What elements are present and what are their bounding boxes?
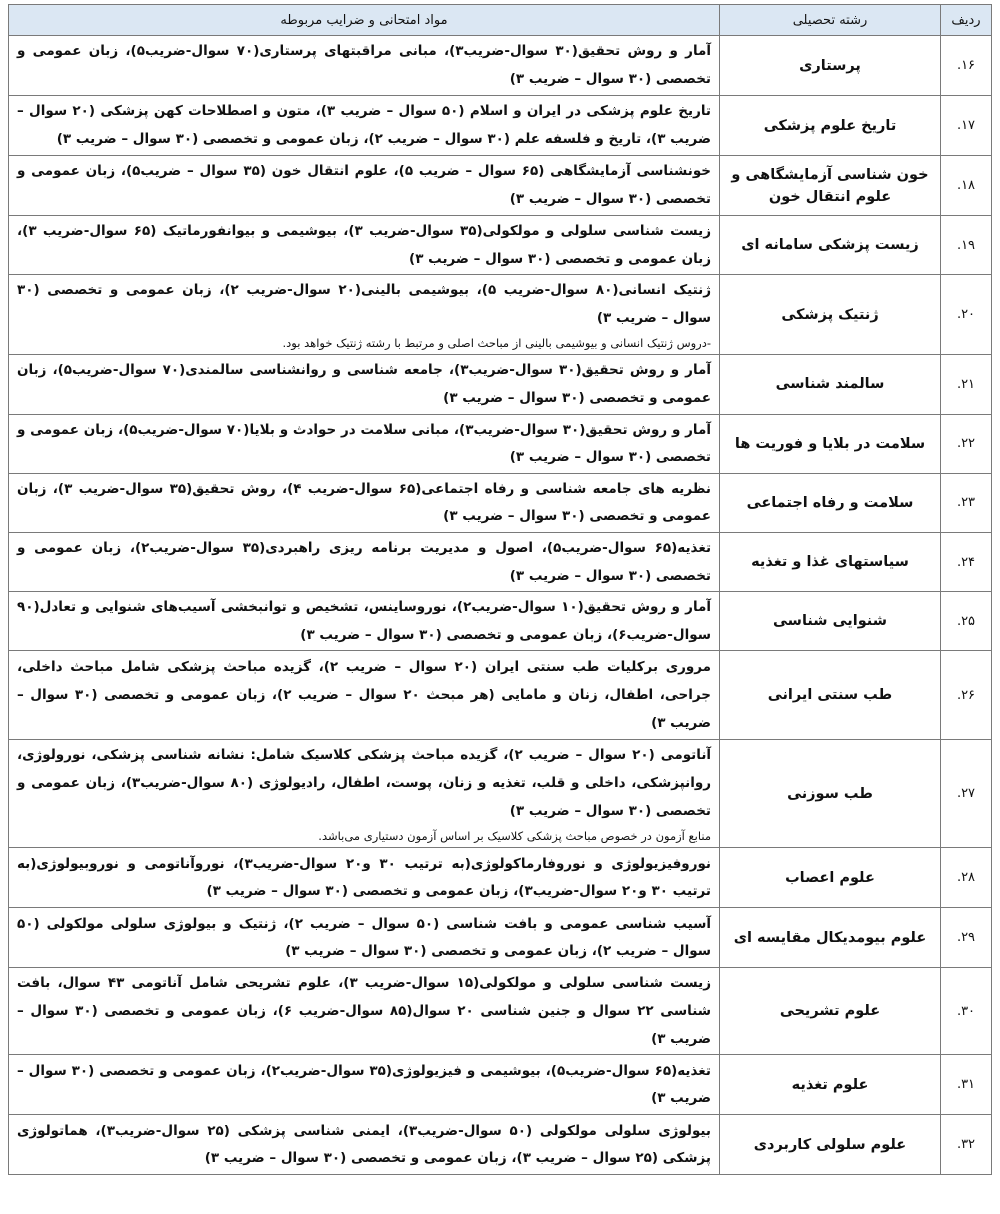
row-subjects-cell [9,414,720,473]
row-index: ۲۶. [941,651,992,740]
row-subjects-cell [9,532,720,591]
row-index: ۱۹. [941,216,992,275]
row-field-name: تاریخ علوم پزشکی [720,96,941,156]
table-row [9,908,992,968]
table-row [9,1055,992,1115]
row-index: ۲۳. [941,473,992,532]
row-subjects-cell [9,275,720,355]
row-field-name: سلامت و رفاه اجتماعی [720,473,941,532]
row-field-name: سلامت در بلایا و فوریت ها [720,414,941,473]
row-subjects-note: -دروس ژنتیک انسانی و بیوشیمی بالینی از مباحث اصلی و مرتبط با رشته ژنتیک خواهد بود. [282,336,711,351]
row-subjects-cell [9,740,720,848]
row-subjects-cell [9,592,720,651]
table-row [9,848,992,908]
row-index: ۲۸. [941,848,992,908]
table-body [9,36,992,1175]
table-row [9,36,992,96]
row-subjects-text: تغذیه(۶۵ سوال-ضریب۵)، بیوشیمی و فیزیولوژی(۳۵ سوال-ضریب۲)، زبان عمومی و تخصصی (۳۰ سوال – ضریب ۳) [17,1062,711,1107]
row-subjects-cell [9,1055,720,1115]
table-row [9,96,992,156]
row-subjects-cell [9,651,720,740]
row-index: ۲۹. [941,908,992,968]
row-field-name: سالمند شناسی [720,355,941,414]
row-field-name: پرستاری [720,36,941,96]
row-subjects-text: تغذیه(۶۵ سوال-ضریب۵)، اصول و مدیریت برنامه ریزی راهبردی(۳۵ سوال-ضریب۲)، زبان عمومی و تخصصی (۳۰ سوال – ضریب ۳) [17,539,712,584]
row-field-name: سیاستهای غذا و تغذیه [720,532,941,591]
table-header-row [9,5,992,36]
table-row [9,156,992,216]
table-row [9,1115,992,1175]
row-index: ۳۱. [941,1055,992,1115]
row-subjects-cell [9,156,720,216]
table-row [9,740,992,848]
row-subjects-text: نظریه های جامعه شناسی و رفاه اجتماعی(۶۵ سوال-ضریب ۴)، روش تحقیق(۳۵ سوال-ضریب ۳)، زبان عمومی و تخصصی (۳۰ سوال – ضریب ۳) [17,480,711,525]
table-row [9,473,992,532]
row-subjects-text: ژنتیک انسانی(۸۰ سوال-ضریب ۵)، بیوشیمی بالینی(۲۰ سوال-ضریب ۲)، زبان عمومی و تخصصی (۳۰ سوال – ضریب ۳) [17,282,712,326]
row-subjects-cell [9,908,720,968]
row-field-name: ژنتیک پزشکی [720,275,941,355]
row-subjects-text: بیولوژی سلولی مولکولی (۵۰ سوال-ضریب۳)، ایمنی شناسی پزشکی (۲۵ سوال-ضریب۳)، هماتولوژی پزشکی (۲۵ سوال – ضریب ۳)، زبان عمومی و تخصصی (۳۰ سوال – ضریب ۳) [17,1122,711,1167]
row-subjects-text: آسیب شناسی عمومی و بافت شناسی (۵۰ سوال – ضریب ۲)، ژنتیک و بیولوژی سلولی مولکولی (۵۰ سوال – ضریب ۲)، زبان عمومی و تخصصی (۳۰ سوال – ضریب ۳) [17,915,711,960]
row-index: ۲۰. [941,275,992,355]
exam-subjects-table [8,4,992,1175]
header-index: ردیف [941,5,992,36]
row-subjects-text: زیست شناسی سلولی و مولکولی(۱۵ سوال-ضریب ۳)، علوم تشریحی شامل آناتومی ۴۳ سوال، بافت شناسی ۲۲ سوال و جنین شناسی ۲۰ سوال(۸۵ سوال-ضریب ۶)، زبان عمومی و تخصصی (۳۰ سوال – ضریب ۳) [17,975,712,1047]
row-subjects-cell [9,1115,720,1175]
row-subjects-text: مروری برکلیات طب سنتی ایران (۲۰ سوال – ضریب ۲)، گزیده مباحث پزشکی شامل مباحث داخلی، جراحی، اطفال، زنان و مامایی (هر مبحث ۲۰ سوال – ضریب ۲)، زبان عمومی و تخصصی (۳۰ سوال – ضریب ۳) [17,659,711,731]
row-subjects-note: منابع آزمون در خصوص مباحث پزشکی کلاسیک بر اساس آزمون دستیاری می‌باشد. [318,829,711,844]
row-index: ۱۸. [941,156,992,216]
row-index: ۳۰. [941,968,992,1055]
header-subjects: مواد امتحانی و ضرایب مربوطه [9,5,720,36]
exam-subjects-table-container [8,4,992,1175]
table-row [9,355,992,414]
row-field-name: علوم تغذیه [720,1055,941,1115]
table-row [9,651,992,740]
row-subjects-text: تاریخ علوم پزشکی در ایران و اسلام (۵۰ سوال – ضریب ۳)، متون و اصطلاحات کهن پزشکی (۲۰ سوال – ضریب ۳)، تاریخ و فلسفه علم (۳۰ سوال – ضریب ۲)، زبان عمومی و تخصصی (۳۰ سوال – ضریب ۳) [17,103,711,147]
row-field-name: طب سنتی ایرانی [720,651,941,740]
row-field-name: شنوایی شناسی [720,592,941,651]
row-field-name: خون شناسی آزمایشگاهی و علوم انتقال خون [720,156,941,216]
table-row [9,275,992,355]
row-field-name: علوم سلولی کاربردی [720,1115,941,1175]
row-subjects-cell [9,473,720,532]
row-index: ۱۷. [941,96,992,156]
row-subjects-cell [9,96,720,156]
table-row [9,216,992,275]
row-index: ۲۵. [941,592,992,651]
header-field: رشته تحصیلی [720,5,941,36]
row-index: ۱۶. [941,36,992,96]
row-subjects-cell [9,216,720,275]
row-field-name: علوم تشریحی [720,968,941,1055]
row-index: ۲۷. [941,740,992,848]
row-index: ۲۲. [941,414,992,473]
table-row [9,532,992,591]
row-subjects-text: آمار و روش تحقیق(۳۰ سوال-ضریب۳)، جامعه شناسی و روانشناسی سالمندی(۷۰ سوال-ضریب۵)، زبان عمومی و تخصصی (۳۰ سوال – ضریب ۳) [17,362,712,406]
row-subjects-text: آمار و روش تحقیق(۱۰ سوال-ضریب۲)، نوروساینس، تشخیص و توانبخشی آسیب‌های شنوایی و تعادل(۹۰ سوال-ضریب۶)، زبان عمومی و تخصصی (۳۰ سوال – ضریب ۳) [17,599,711,643]
row-index: ۳۲. [941,1115,992,1175]
table-row [9,414,992,473]
row-field-name: طب سوزنی [720,740,941,848]
table-row [9,592,992,651]
row-field-name: علوم بیومدیکال مقایسه ای [720,908,941,968]
row-subjects-text: خونشناسی آزمایشگاهی (۶۵ سوال – ضریب ۵)، علوم انتقال خون (۳۵ سوال – ضریب۵)، زبان عمومی و تخصصی (۳۰ سوال – ضریب ۳) [17,163,712,207]
row-subjects-text: آناتومی (۲۰ سوال – ضریب ۲)، گزیده مباحث پزشکی کلاسیک شامل: نشانه شناسی پزشکی، نورولوژی، روانپزشکی، داخلی و قلب، تغذیه و زنان، پوست، اطفال، رادیولوژی (۸۰ سوال-ضریب۳)، زبان عمومی و تخصصی (۳۰ سوال – ضریب ۳) [17,747,712,819]
row-subjects-cell [9,968,720,1055]
row-subjects-text: آمار و روش تحقیق(۳۰ سوال-ضریب۳)، مبانی سلامت در حوادث و بلایا(۷۰ سوال-ضریب۵)، زبان عمومی و تخصصی (۳۰ سوال – ضریب ۳) [17,421,711,466]
row-field-name: زیست پزشکی سامانه ای [720,216,941,275]
table-row [9,968,992,1055]
row-index: ۲۴. [941,532,992,591]
row-subjects-text: آمار و روش تحقیق(۳۰ سوال-ضریب۳)، مبانی مراقبتهای پرستاری(۷۰ سوال-ضریب۵)، زبان عمومی و تخصصی (۳۰ سوال – ضریب ۳) [17,43,712,87]
row-subjects-text: نوروفیزیولوژی و نوروفارماکولوژی(به ترتیب ۳۰ و۲۰ سوال-ضریب۳)، نوروآناتومی و نوروبیولوژی(به ترتیب ۳۰ و۲۰ سوال-ضریب۳)، زبان عمومی و تخصصی (۳۰ سوال – ضریب ۳) [17,855,711,900]
row-subjects-text: زیست شناسی سلولی و مولکولی(۳۵ سوال-ضریب ۳)، بیوشیمی و بیوانفورماتیک (۶۵ سوال-ضریب ۳)، زبان عمومی و تخصصی (۳۰ سوال – ضریب ۳) [17,223,711,267]
row-field-name: علوم اعصاب [720,848,941,908]
row-subjects-cell [9,848,720,908]
row-subjects-cell [9,355,720,414]
row-index: ۲۱. [941,355,992,414]
row-subjects-cell [9,36,720,96]
